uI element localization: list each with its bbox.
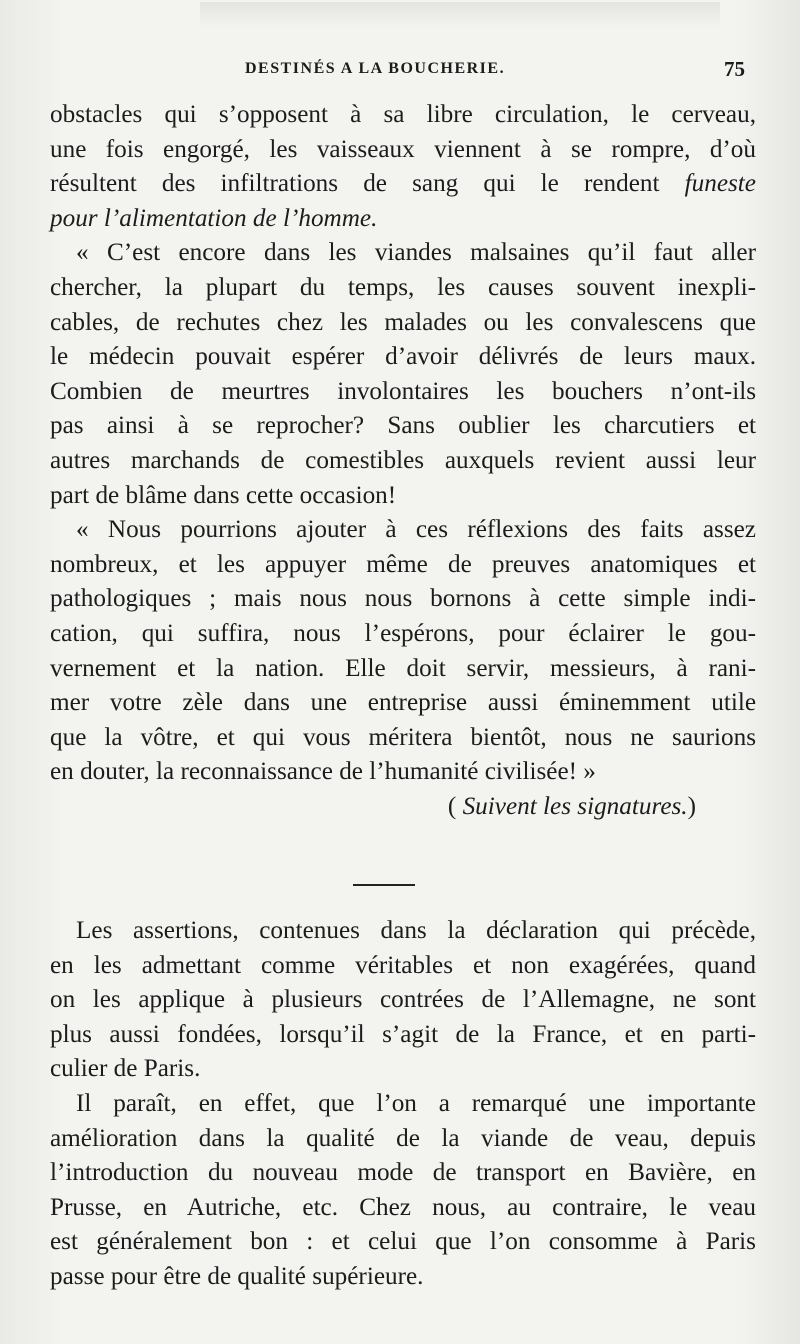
text-line: nombreux, et les appuyer même de preuves anatomiques et [50,550,756,578]
text-line: « Nous pourrions ajouter à ces réflexions des faits assez [76,516,756,544]
text-line: part de blâme dans cette occasion! [50,481,397,509]
text-line: en les admettant comme véritables et non exagérées, quand [50,951,756,979]
text-line: Les assertions, contenues dans la déclaration qui précède, [76,917,756,944]
running-head [245,57,745,90]
text-line: on les applique à plusieurs contrées de l’Allemagne, ne sont [50,986,756,1014]
text-fragment: résultent des infiltrations de sang qui le rendent [50,170,660,198]
text-line: que la vôtre, et qui vous méritera bientôt, nous ne saurions [50,723,756,751]
text-line: pathologiques ; mais nous nous bornons à cette simple indi- [50,585,756,613]
text-line: Il paraît, en effet, que l’on a remarqué une importante [76,1089,756,1117]
signature-open-paren: ( [447,792,457,820]
text-line: pour l’alimentation de l’homme. [50,204,378,232]
text-line: l’introduction du nouveau mode de transport en Bavière, en [50,1159,756,1187]
text-line: vernement et la nation. Elle doit servir, messieurs, à rani- [50,654,756,682]
text-line: pas ainsi à se reprocher? Sans oublier les charcutiers et [50,412,756,440]
text-line: cables, de rechutes chez les malades ou les convalescens que [50,308,756,336]
signature-note: Suivent les signatures. [462,792,688,820]
text-line [50,167,756,202]
signature-close-paren: ) [687,792,696,820]
signature-line [50,790,756,825]
text-line: amélioration dans la qualité de la viande de veau, depuis [50,1124,756,1152]
text-line: est généralement bon : et celui que l’on consomme à Paris [50,1228,756,1256]
running-title: DESTINÉS A LA BOUCHERIE. [245,60,506,77]
text-line: une fois engorgé, les vaisseaux viennent à se rompre, d’où [50,135,756,163]
body-text-section-1 [50,98,756,824]
text-line: Combien de meurtres involontaires les bouchers n’ont-ils [50,377,756,405]
emphasis-text: funeste [684,170,756,198]
text-line: plus aussi fondées, lorsqu’il s’agit de la France, et en parti- [50,1020,756,1048]
text-line: autres marchands de comestibles auxquels revient aussi leur [50,446,756,474]
text-line: Prusse, en Autriche, etc. Chez nous, au contraire, le veau [50,1193,756,1221]
page-number: 75 [724,57,745,81]
text-line: culier de Paris. [50,1055,201,1083]
show-through-shadow [200,2,720,28]
text-line: obstacles qui s’opposent à sa libre circulation, le cerveau, [50,101,756,128]
text-line: passe pour être de qualité supérieure. [50,1262,424,1290]
text-line: mer votre zèle dans une entreprise aussi éminemment utile [50,689,756,717]
text-line: le médecin pouvait espérer d’avoir délivrés de leurs maux. [50,343,756,371]
text-line: chercher, la plupart du temps, les causes souvent inexpli- [50,273,756,301]
text-line: cation, qui suffira, nous l’espérons, pour éclairer le gou- [50,619,756,647]
text-line: en douter, la reconnaissance de l’humanité civilisée! » [50,758,596,786]
body-text-section-2 [50,914,756,1295]
section-separator [353,884,415,886]
text-line: « C’est encore dans les viandes malsaines qu’il faut aller [76,239,756,267]
